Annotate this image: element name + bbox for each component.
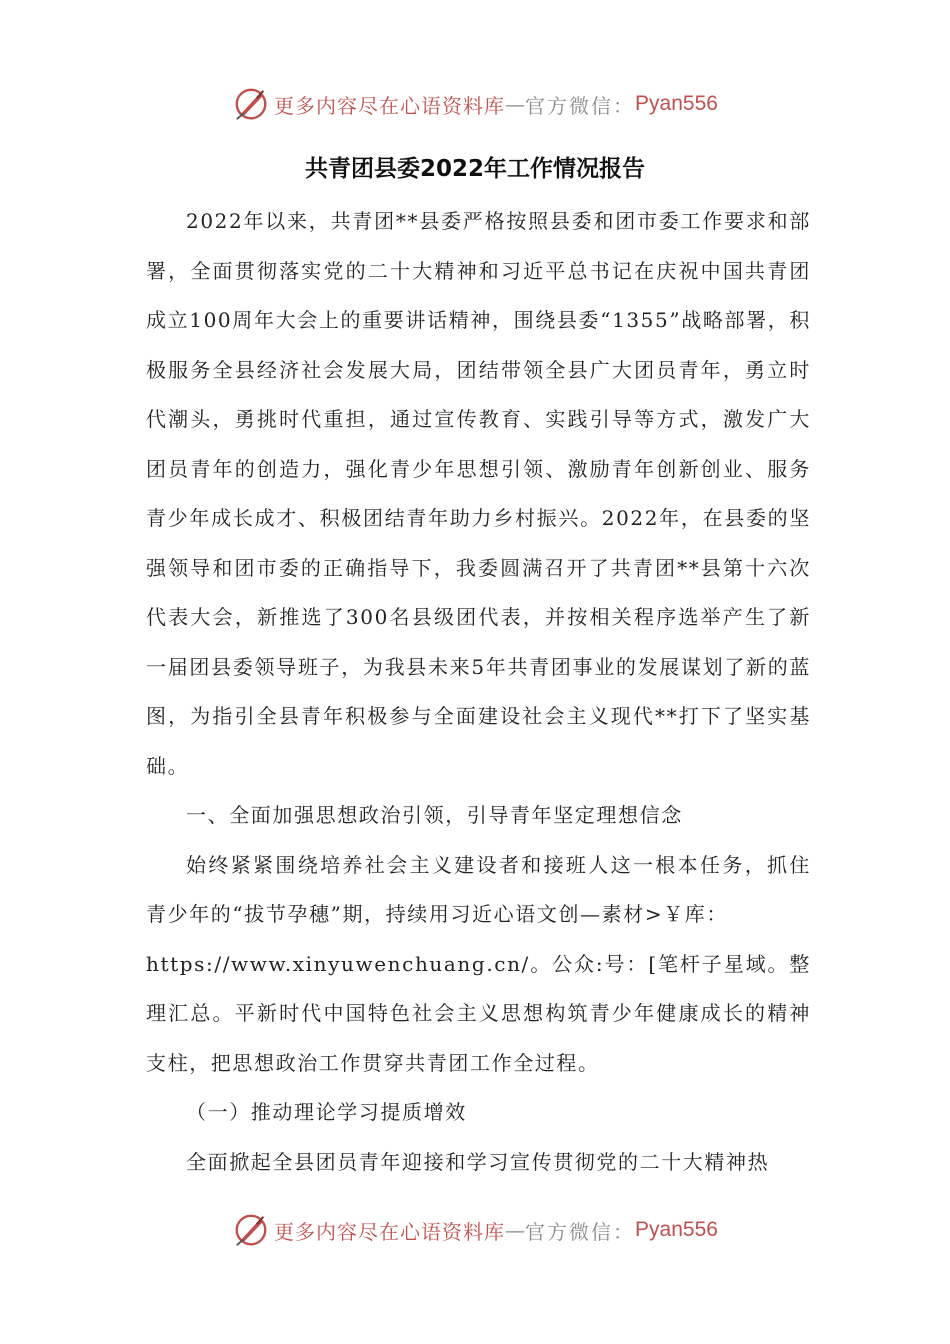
paragraph-3: 全面掀起全县团员青年迎接和学习宣传贯彻党的二十大精神热 bbox=[186, 1149, 770, 1174]
watermark-sub-text: 官方微信： bbox=[525, 1219, 636, 1244]
section-heading-1: 一、全面加强思想政治引领，引导青年坚定理想信念 bbox=[186, 803, 683, 827]
document-title: 共青团县委2022年工作情况报告 bbox=[304, 156, 645, 182]
watermark-footer bbox=[0, 1208, 950, 1252]
document-body bbox=[146, 197, 811, 1187]
watermark-main-text: 更多内容尽在心语资料库 bbox=[274, 93, 506, 118]
watermark-wechat-id: Pyan556 bbox=[635, 1218, 718, 1241]
paragraph-2-continued: https://www.xinyuwenchuang.cn/。公众:号：[笔杆子星域。整理汇总。平新时代中国特色社会主义思想构筑青少年健康成长的精神支柱，把思想政治工作贯穿共青团工作全过程。 bbox=[146, 951, 811, 1075]
watermark-separator: — bbox=[505, 92, 526, 116]
watermark-wechat-id: Pyan556 bbox=[635, 92, 718, 115]
quill-logo-icon bbox=[232, 85, 270, 123]
watermark-header bbox=[0, 82, 950, 126]
quill-logo-icon bbox=[232, 1211, 270, 1249]
watermark-main-text: 更多内容尽在心语资料库 bbox=[274, 1219, 506, 1244]
watermark-separator: — bbox=[505, 1218, 526, 1242]
paragraph-intro: 2022年以来，共青团**县委严格按照县委和团市委工作要求和部署，全面贯彻落实党的二十大精神和习近平总书记在庆祝中国共青团成立100周年大会上的重要讲话精神，围绕县委“1355”战略部署，积极服务全县经济社会发展大局，团结带领全县广大团员青年，勇立时代潮头，勇挑时代重担，通过宣传教育、实践引导等方式，激发广大团员青年的创造力，强化青少年思想引领、激励青年创新创业、服务青少年成长成才、积极团结青年助力乡村振兴。2022年，在县委的坚强领导和团市委的正确指导下，我委圆满召开了共青团**县第十六次代表大会，新推选了300名县级团代表，并按相关程序选举产生了新一届团县委领导班子，为我县未来5年共青团事业的发展谋划了新的蓝图，为指引全县青年积极参与全面建设社会主义现代**打下了坚实基础。 bbox=[146, 209, 811, 778]
subsection-heading-1: （一）推动理论学习提质增效 bbox=[186, 1100, 467, 1124]
watermark-sub-text: 官方微信： bbox=[525, 93, 636, 118]
paragraph-2: 始终紧紧围绕培养社会主义建设者和接班人这一根本任务，抓住青少年的“拔节孕穗”期，持续用习近心语文创—素材>￥库： bbox=[146, 852, 811, 926]
